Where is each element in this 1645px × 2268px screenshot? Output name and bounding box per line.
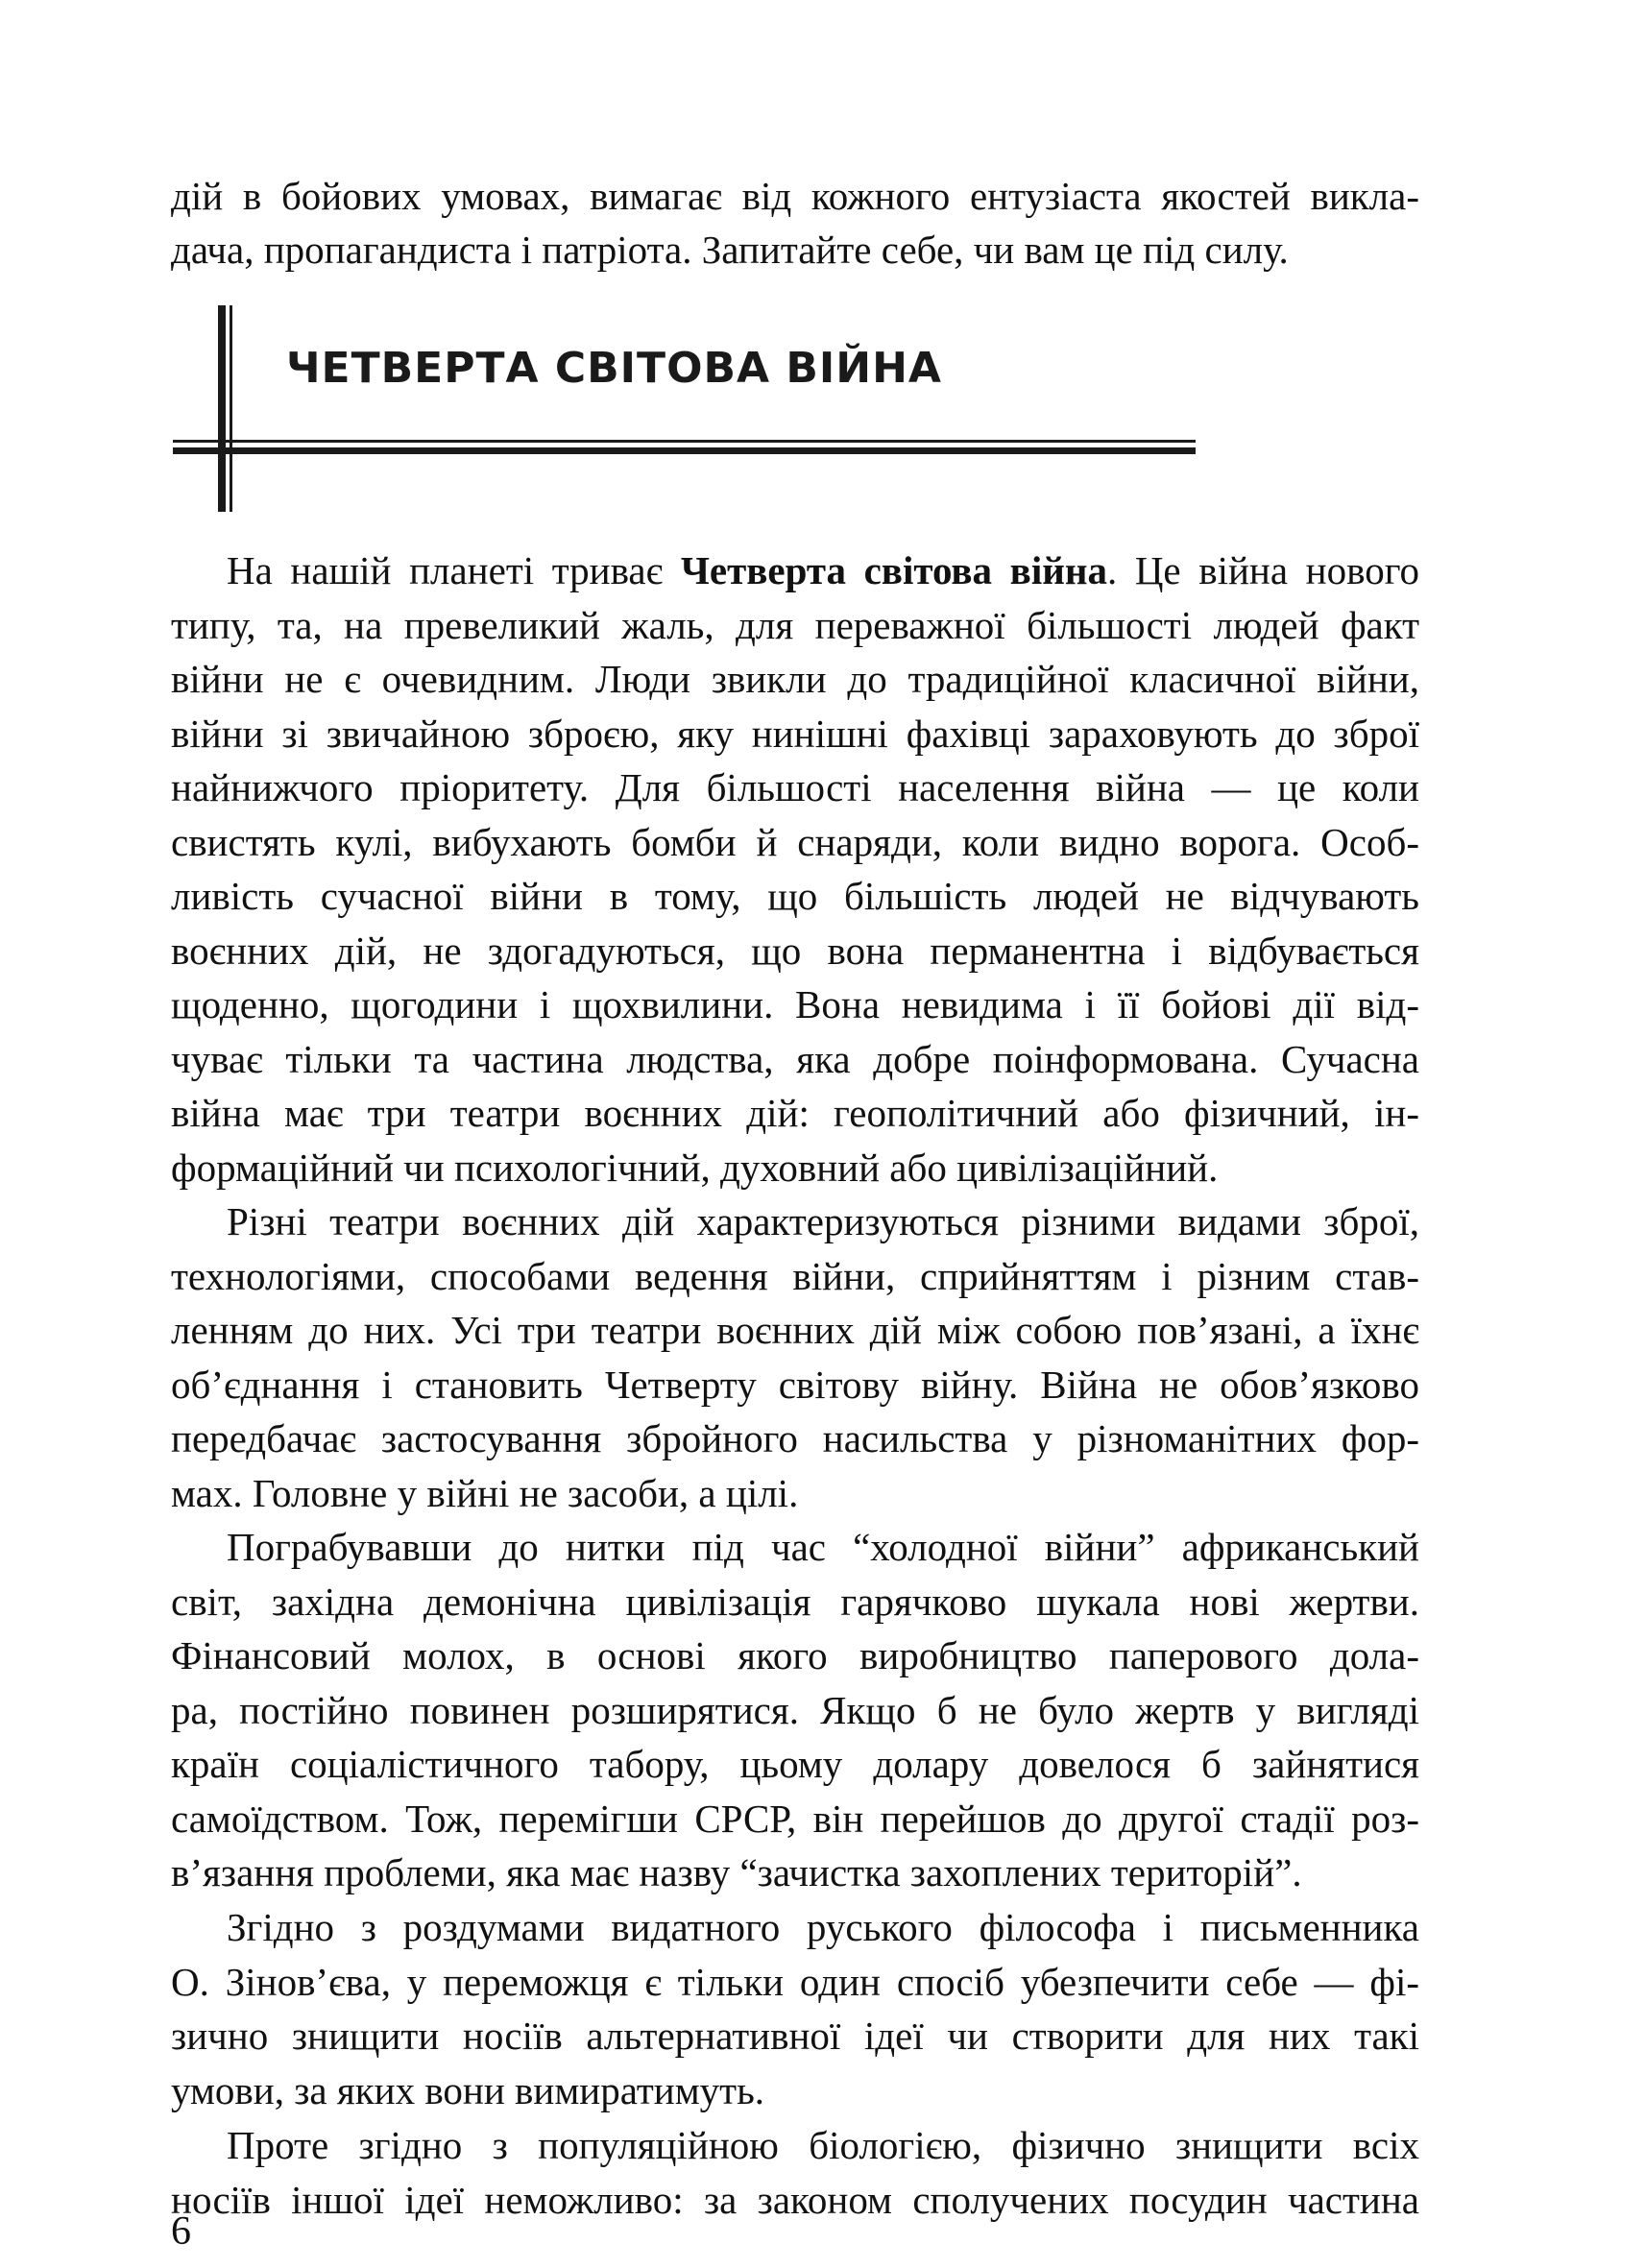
heading-rule-vertical-thick [218,305,226,512]
paragraph-line: Згідно з роздумами видатного руського філософа і письменника [227,1905,1419,1949]
opening-line-2: дача, пропагандиста і патріота. Запитайте себе, чи вам це під силу. [171,228,1289,272]
paragraph-line: мах. Головне у війні не засоби, а цілі. [171,1470,799,1515]
paragraph-line: щоденно, щогодини і щохвилини. Вона невидима і її бойові дії від- [171,982,1419,1026]
paragraph-1-line-1: На нашій планеті триває Четверта світова війна. Це війна нового [227,548,1419,592]
paragraph-line: передбачає застосування збройного насильства у різноманітних фор- [171,1416,1419,1460]
paragraph-line: Пограбувавши до нитки під час “холодної війни” африканський [227,1525,1419,1569]
paragraph-line: найнижчого пріоритету. Для більшості населення війна — це коли [171,765,1419,809]
paragraph-2 [171,1194,1419,1520]
paragraph-line: типу, та, на превеликий жаль, для переважної більшості людей факт [171,602,1419,647]
paragraph-line: носіїв іншої ідеї неможливо: за законом сполучених посудин частина [171,2177,1419,2222]
paragraph-line: світ, західна демонічна цивілізація гарячково шукала нові жертви. [171,1579,1419,1624]
paragraph-line: зично знищити носіїв альтернативної ідеї чи створити для них такі [171,2014,1419,2058]
paragraph-line: чуває тільки та частина людства, яка добре поінформована. Сучасна [171,1036,1419,1081]
paragraph-line: Різні театри воєнних дій характеризуються різними видами зброї, [227,1199,1419,1243]
paragraph-line: війни не є очевидним. Люди звикли до традиційної класичної війни, [171,657,1419,701]
paragraph-5 [171,2118,1419,2227]
opening-line-1: дій в бойових умовах, вимагає від кожного ентузіаста якостей викла- [171,174,1419,218]
paragraph-line: війна має три театри воєнних дій: геополітичний або фізичний, ін- [171,1091,1419,1135]
paragraph-line: ра, постійно повинен розширятися. Якщо б не було жертв у вигляді [171,1687,1419,1732]
paragraph-line: країн соціалістичного табору, цьому долару довелося б зайнятися [171,1742,1419,1786]
paragraph-line: формаційний чи психологічний, духовний або цивілізаційний. [171,1145,1219,1190]
paragraph-line: об’єднання і становить Четверту світову війну. Війна не обов’язково [171,1362,1419,1407]
paragraph-line: війни зі звичайною зброєю, яку нинішні фахівці зараховують до зброї [171,711,1419,756]
paragraph-line: умови, за яких вони вимиратимуть. [171,2067,765,2112]
paragraph-4 [171,1900,1419,2117]
page-number: 6 [171,2209,191,2254]
paragraph-line: Проте згідно з популяційною біологією, фізично знищити всіх [227,2123,1419,2167]
paragraph-line: самоїдством. Тож, перемігши СРСР, він перейшов до другої стадії роз- [171,1796,1419,1841]
paragraph-1 [171,543,1419,1194]
paragraph-line: О. Зінов’єва, у переможця є тільки один спосіб убезпечити себе — фі- [171,1959,1419,2004]
paragraph-3 [171,1520,1419,1900]
heading-rule-vertical-thin [230,305,232,512]
paragraph-line: технологіями, способами ведення війни, сприйняттям і різним став- [171,1253,1419,1298]
section-heading-block [173,305,1210,512]
paragraph-line: свистять кулі, вибухають бомби й снаряди, коли видно ворога. Особ- [171,819,1419,864]
heading-rule-horizontal-thick [173,447,1196,454]
paragraph-line: Фінансовий молох, в основі якого виробництво паперового дола- [171,1633,1419,1677]
paragraph-line: ленням до них. Усі три театри воєнних дій між собою пов’язані, а їхнє [171,1308,1419,1352]
heading-rule-horizontal-thin [173,440,1196,443]
paragraph-line: в’язання проблеми, яка має назву “зачистка захоплених територій”. [171,1850,1302,1894]
section-title: ЧЕТВЕРТА СВІТОВА ВІЙНА [286,344,942,393]
emphasis-term: Четверта світова війна [680,548,1107,592]
paragraph-line: ливість сучасної війни в тому, що більшість людей не відчувають [171,874,1419,918]
paragraph-line: воєнних дій, не здогадуються, що вона перманентна і відбувається [171,928,1419,973]
